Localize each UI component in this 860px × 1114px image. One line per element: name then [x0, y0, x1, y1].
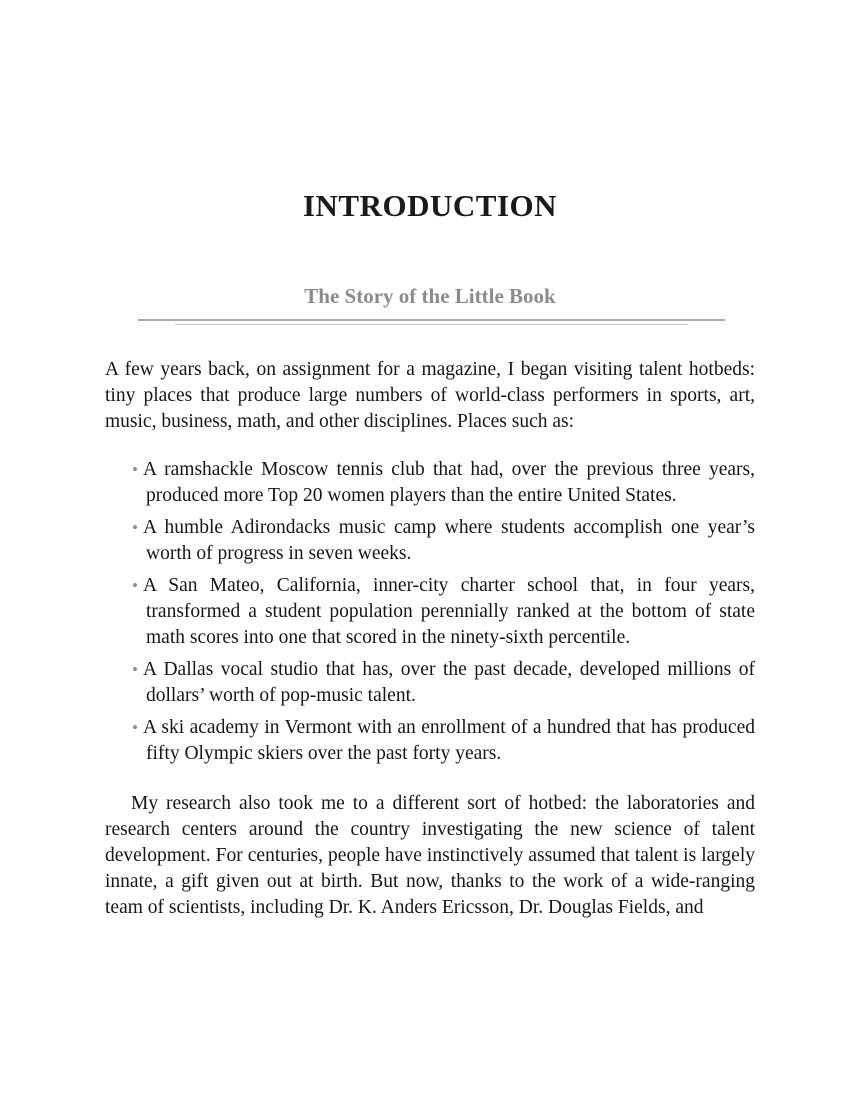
bullet-icon: • — [132, 718, 138, 737]
list-item-text: A ski academy in Vermont with an enrollment of a hundred that has produced fifty Olympic skiers over the past forty years. — [142, 717, 755, 764]
list-item-text: A humble Adirondacks music camp where students accomplish one year’s worth of progress in seven weeks. — [142, 517, 755, 564]
list-item — [105, 715, 755, 767]
intro-paragraph: A few years back, on assignment for a magazine, I began visiting talent hotbeds: tiny places that produce large numbers of world-class performers in sports, art, music, business, math, and other disciplines. Places such as: — [105, 359, 755, 432]
bullet-icon: • — [132, 518, 138, 537]
bullet-icon: • — [132, 576, 138, 595]
research-paragraph: My research also took me to a different sort of hotbed: the laboratories and research centers around the country investigating the new science of talent development. For centuries, people have instinctively assumed that talent is largely innate, a gift given out at birth. But now, thanks to the work of a wide-ranging team of scientists, including Dr. K. Anders Ericsson, Dr. Douglas Fields, and — [105, 793, 755, 918]
hotbed-list — [105, 457, 755, 767]
bullet-icon: • — [132, 660, 138, 679]
section-subtitle: The Story of the Little Book — [304, 284, 556, 308]
list-item-text: A Dallas vocal studio that has, over the past decade, developed millions of dollars’ worth of pop-music talent. — [142, 659, 755, 706]
subtitle-divider — [105, 319, 755, 329]
list-item — [105, 657, 755, 709]
list-item — [105, 515, 755, 567]
list-item-text: A San Mateo, California, inner-city charter school that, in four years, transformed a student population perennially ranked at the bottom of state math scores into one that scored in the ninety-sixth percentile. — [142, 575, 755, 648]
bullet-icon: • — [132, 460, 138, 479]
list-item — [105, 573, 755, 651]
page-content — [105, 0, 755, 921]
list-item — [105, 457, 755, 509]
divider-rule-secondary — [175, 324, 688, 325]
list-item-text: A ramshackle Moscow tennis club that had, over the previous three years, produced more Top 20 women players than the entire United States. — [142, 459, 755, 506]
chapter-title: INTRODUCTION — [302, 188, 558, 223]
divider-rule-primary — [138, 319, 725, 321]
